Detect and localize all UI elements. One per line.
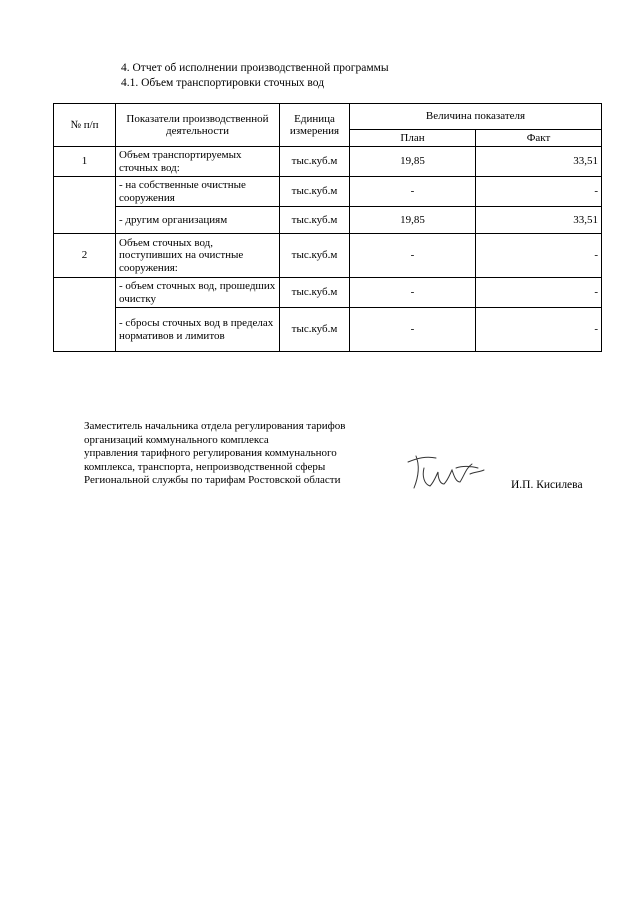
row-indicator: Объем сточных вод, поступивших на очистные сооружения: [116, 234, 280, 278]
table-row [54, 147, 602, 177]
row-num: 2 [54, 234, 116, 278]
row-plan: 19,85 [350, 147, 476, 177]
row-num [54, 177, 116, 234]
row-unit: тыс.куб.м [280, 147, 350, 177]
row-unit: тыс.куб.м [280, 207, 350, 234]
row-unit: тыс.куб.м [280, 278, 350, 308]
row-plan: - [350, 278, 476, 308]
row-fact: - [476, 278, 602, 308]
header-unit: Единица измерения [280, 104, 350, 147]
row-indicator: Объем транспортируемых сточных вод: [116, 147, 280, 177]
table-row [54, 308, 602, 352]
section-title: 4. Отчет об исполнении производственной программы [121, 62, 389, 74]
signatory-line: управления тарифного регулирования коммунального [84, 447, 337, 459]
row-indicator: - сбросы сточных вод в пределах нормативов и лимитов [116, 308, 280, 352]
row-indicator: - другим организациям [116, 207, 280, 234]
row-fact: - [476, 177, 602, 207]
wastewater-table [53, 103, 602, 352]
row-plan: 19,85 [350, 207, 476, 234]
signatory-block [84, 420, 404, 488]
row-unit: тыс.куб.м [280, 308, 350, 352]
header-value: Величина показателя [350, 104, 602, 130]
table-row [54, 177, 602, 207]
table-row [54, 234, 602, 278]
row-unit: тыс.куб.м [280, 234, 350, 278]
header-indicator: Показатели производственной деятельности [116, 104, 280, 147]
table-row [54, 278, 602, 308]
row-plan: - [350, 308, 476, 352]
row-num: 1 [54, 147, 116, 177]
row-fact: - [476, 234, 602, 278]
handwritten-signature [406, 446, 486, 492]
row-plan: - [350, 234, 476, 278]
signatory-line: Региональной службы по тарифам Ростовской области [84, 474, 341, 486]
header-fact: Факт [476, 130, 602, 147]
subsection-title: 4.1. Объем транспортировки сточных вод [121, 77, 325, 89]
header-plan: План [350, 130, 476, 147]
row-num [54, 278, 116, 352]
signatory-name: И.П. Кисилева [511, 479, 583, 491]
table-row [54, 207, 602, 234]
row-unit: тыс.куб.м [280, 177, 350, 207]
row-plan: - [350, 177, 476, 207]
row-fact: - [476, 308, 602, 352]
signatory-line: комплекса, транспорта, непроизводственной сферы [84, 460, 326, 473]
row-indicator: - на собственные очистные сооружения [116, 177, 280, 207]
row-indicator: - объем сточных вод, прошедших очистку [116, 278, 280, 308]
row-fact: 33,51 [476, 147, 602, 177]
signatory-line: Заместитель начальника отдела регулирования тарифов [84, 420, 346, 432]
signatory-line: организаций коммунального комплекса [84, 433, 269, 446]
row-fact: 33,51 [476, 207, 602, 234]
header-num: № п/п [54, 104, 116, 147]
